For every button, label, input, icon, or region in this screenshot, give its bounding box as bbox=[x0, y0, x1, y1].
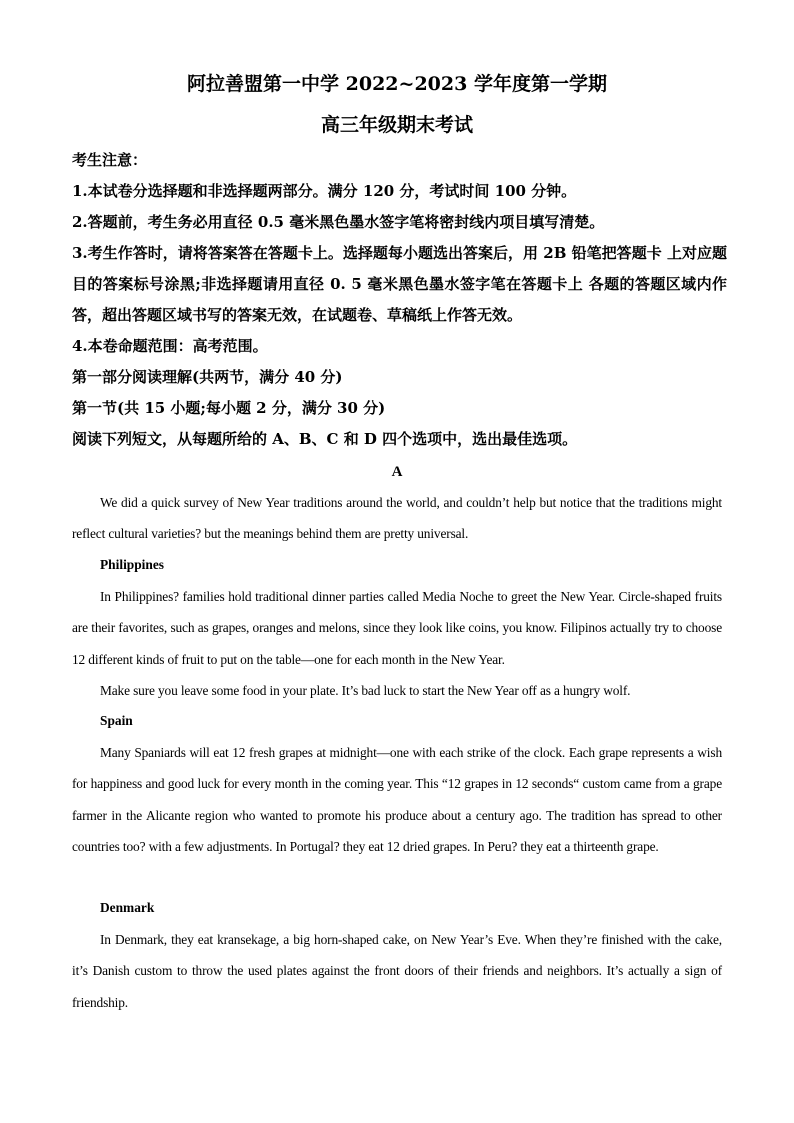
passage-letter: A bbox=[391, 464, 403, 480]
spain-paragraph-1: Many Spaniards will eat 12 fresh grapes at midnight—one with each strike of the clock. Each grape represents a wish for happiness and good luck for every month in the coming year. This “12 grapes in 12 seconds“ custom came from a grape farmer in the Alicante region who wanted to promote his produce about a century ago. The tradition has spread to other countries too? with a few adjustments. In Portugal? they eat 12 dried grapes. In Peru? they eat a thirteenth grape. bbox=[72, 745, 722, 854]
heading-denmark: Denmark bbox=[100, 900, 155, 915]
notice-label: 考生注意： bbox=[72, 151, 148, 169]
intro-paragraph: We did a quick survey of New Year traditions around the world, and couldn’t help but notice that the traditions might reflect cultural varieties? but the meanings behind them are pretty universal. bbox=[72, 495, 722, 542]
spain-section bbox=[72, 737, 722, 862]
denmark-section bbox=[72, 924, 722, 1018]
heading-spain: Spain bbox=[100, 713, 133, 728]
notice-item-1: 1.本试卷分选择题和非选择题两部分。满分 120 分，考试时间 100 分钟。 bbox=[72, 182, 577, 200]
denmark-paragraph-1: In Denmark, they eat kransekage, a big horn-shaped cake, on New Year’s Eve. When they’re finished with the cake, it’s Danish custom to throw the used plates against the front doors of their friends and neighbors. It’s actually a sign of friendship. bbox=[72, 932, 722, 1010]
part-title: 第一部分阅读理解(共两节，满分 40 分) bbox=[72, 368, 343, 386]
philippines-paragraph-2: Make sure you leave some food in your plate. It’s bad luck to start the New Year off as a hungry wolf. bbox=[100, 682, 631, 698]
exam-subtitle: 高三年级期末考试 bbox=[320, 114, 473, 136]
heading-philippines: Philippines bbox=[100, 557, 165, 572]
notice-item-2: 2.答题前，考生务必用直径 0.5 毫米黑色墨水签字笔将密封线内项目填写清楚。 bbox=[72, 213, 605, 231]
section-title: 第一节(共 15 小题;每小题 2 分，满分 30 分) bbox=[72, 399, 386, 417]
philippines-section bbox=[72, 581, 722, 706]
philippines-paragraph-1: In Philippines? families hold traditional dinner parties called Media Noche to greet the New Year. Circle-shaped fruits are their favorites, such as grapes, oranges and melons, since they look like coins, you know. Filipinos actually try to choose 12 different kinds of fruit to put on the table—one for each month in the New Year. bbox=[72, 589, 722, 667]
notice-item-3: 3.考生作答时，请将答案答在答题卡上。选择题每小题选出答案后，用 2B 铅笔把答题卡 上对应题目的答案标号涂黑;非选择题请用直径 0. 5 毫米黑色墨水签字笔在答题卡上 各题的答题区域内作答，超出答题区域书写的答案无效，在试题卷、草稿纸上作答无效。 bbox=[72, 244, 727, 324]
exam-title: 阿拉善盟第一中学 2022~2023 学年度第一学期 bbox=[187, 73, 607, 95]
instruction: 阅读下列短文，从每题所给的 A、B、C 和 D 四个选项中，选出最佳选项。 bbox=[72, 430, 578, 448]
notice-item-4: 4.本卷命题范围：高考范围。 bbox=[72, 337, 268, 355]
passage-intro bbox=[72, 487, 722, 550]
